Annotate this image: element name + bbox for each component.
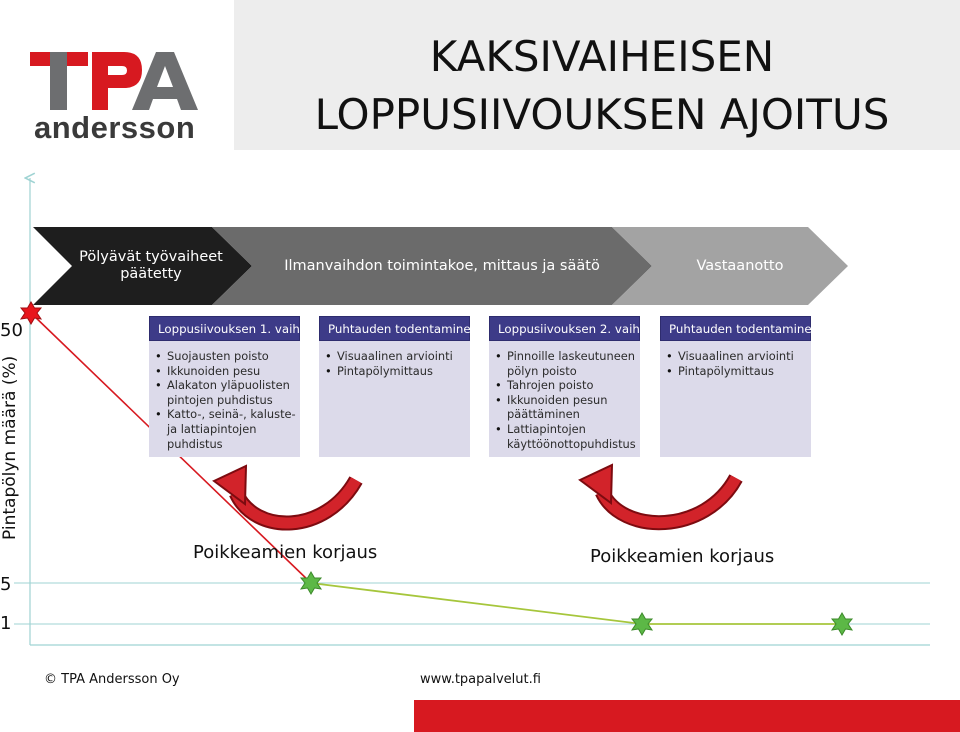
correction-label-1: Poikkeamien korjaus — [193, 542, 378, 563]
step-item: • Visuaalinen arviointi — [666, 349, 807, 364]
title-line-2: LOPPUSIIVOUKSEN AJOITUS — [314, 90, 890, 139]
phase-label-1 — [66, 249, 236, 283]
step-item: • Alakaton yläpuolisten pintojen puhdistus — [155, 378, 296, 407]
step-item: • Pintapölymittaus — [666, 364, 807, 379]
footer-copyright: © TPA Andersson Oy — [44, 672, 180, 687]
phase-label-1-line-2: päätetty — [120, 266, 182, 282]
step-box-verification-1 — [319, 316, 479, 457]
step-item: • Ikkunoiden pesu — [155, 364, 296, 379]
step-box-title: Puhtauden todentaminen — [660, 316, 811, 341]
step-box-cleaning-2 — [489, 316, 648, 457]
step-box-body — [660, 341, 811, 382]
step-item: • Tahrojen poisto — [495, 378, 636, 393]
logo-wordmark: andersson — [34, 110, 196, 145]
phase-label-1-line-1: Pölyävät työvaiheet — [79, 249, 223, 265]
step-box-body — [149, 341, 300, 455]
step-box-body — [319, 341, 470, 382]
step-item: • Katto-, seinä-, kaluste- ja lattiapintojen puhdistus — [155, 407, 296, 451]
step-box-title: Puhtauden todentaminen — [319, 316, 470, 341]
footer-accent-bar — [414, 700, 960, 732]
phase-label-2: Ilmanvaihdon toimintakoe, mittaus ja säätö — [284, 258, 600, 274]
correction-label-2: Poikkeamien korjaus — [590, 546, 775, 567]
footer-website-link[interactable]: www.tpapalvelut.fi — [420, 672, 541, 687]
correction-arrow-2 — [580, 465, 736, 523]
step-item: • Pintapölymittaus — [325, 364, 466, 379]
step-box-title: Loppusiivouksen 1. vaihe — [149, 316, 300, 341]
step-box-body — [489, 341, 640, 455]
step-item: • Ikkunoiden pesun päättäminen — [495, 393, 636, 422]
y-tick-1: 1 — [0, 613, 12, 634]
step-item: • Pinnoille laskeutuneen pölyn poisto — [495, 349, 636, 378]
step-box-verification-2 — [660, 316, 820, 457]
y-tick-50: 50 — [0, 320, 23, 341]
y-tick-5: 5 — [0, 574, 12, 595]
correction-arrow-1 — [214, 466, 356, 523]
phase-label-3: Vastaanotto — [696, 258, 784, 274]
step-item: • Lattiapintojen käyttöönottopuhdistus — [495, 422, 636, 451]
step-item: • Suojausten poisto — [155, 349, 296, 364]
dust-line-phase-2 — [311, 583, 842, 624]
title-line-1: KAKSIVAIHEISEN — [429, 32, 775, 81]
step-item: • Visuaalinen arviointi — [325, 349, 466, 364]
step-box-cleaning-1 — [149, 316, 308, 457]
y-axis-label: Pintapölyn määrä (%) — [0, 355, 20, 540]
step-box-title: Loppusiivouksen 2. vaihe — [489, 316, 640, 341]
